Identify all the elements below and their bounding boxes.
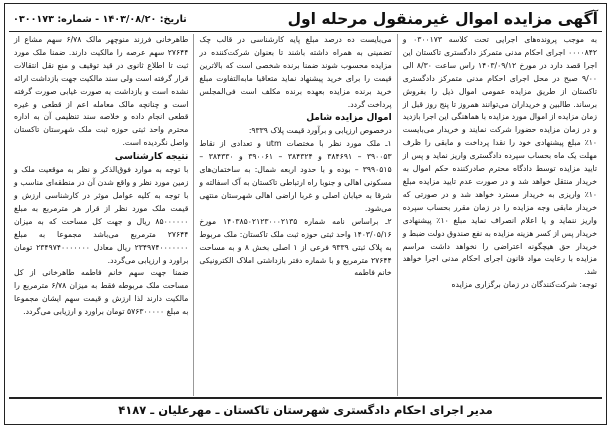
paragraph: به موجب پرونده‌های اجرایی تحت کلاسه ۰۳۰۰۱۷۳ و ۰۰۰۰۸۴۲ اجرای احکام مدنی متمرکز دادگستری تاکستان این اجرا قصد دارد در مورخ ۱۴۰۳/۰۹/۱۲ راس ساعت ۸/۳۰ الی ۹/۰۰ صبح در محل اجرای احکام مدنی متمرکز دادگستری تاکستان از طریق مزایده عمومی اموال ذیل را بفروش برساند. طالبین و خریداران می‌توانند همروز تا پنج روز قبل از زمان مزایده از اموال مورد مزایده با هماهنگی این اجرا بازدید و در زمان مزایده حضورا شرکت نمایند و خریدار می‌بایست ۱۰٪ مبلغ پیشنهادی خود را نقدا پرداخت و مابقی را ظرف مهلت یک ماه بحساب سپرده دادگستری واریز نماید و پس از تایید مزایده توسط دادگاه محترم صادرکننده حکم اموال به خریدار منتقل خواهد شد و در صورت عدم تایید مزایده مبلغ ۱۰٪ واریزی به خریدار مسترد خواهد شد و در صورتی که خریدار مابقی وجه مزایده را در زمان مقرر بحساب سپرده واریز ننماید و یا اعلام انصراف نماید مبلغ ۱۰٪ پیشنهادی خریدار پس از کسر هزینه مزایده به نفع صندوق دولت ضبط و خریدار حق هیچگونه اعتراضی را نخواهد داشت مراسم مزایده با رعایت مواد قانون اجرای احکام مدنی اجرا خواهد شد. bbox=[402, 35, 598, 277]
paragraph: طاهرخانی فرزند منوچهر مالک ۶/۷۸ سهم مشاع از ۲۷۶۴۴ سهم عرصه را مالکیت دارند. ضمنا ملک مورد ثبت تا اطلاع ثانوی در قید توقیف و منع نقل انتقالات قرار گرفته است ولی سند مالکیت جهت بازداشت ارائه نشده است و بازداشت به صورت غیابی صورت گرفته است و چنانچه مالک معامله اعم از قطعی و غیره قطعی انجام داده و خلاصه سند تنظیمی آن به اداره محترم واحد ثبتی حوزه ثبت ملک شهرستان تاکستان واصل نگردیده است. bbox=[14, 35, 189, 148]
column-right bbox=[398, 34, 602, 396]
paragraph: ۱ـ ملک مورد نظر با مختصات utm و تعدادی از نقاط ۳۹۰۰۵۳ – ۳۸۴۶۹۱ و ۳۸۴۳۲۴ – ۳۹۰۰۶۱ و ۳۸۴۳۳۰ – ۳۹۹۰۵۱۵ – بوده و با حدود اربعه شمال: به ساختمان‌های مسکونی اهالی و جنوبا راه ارتباطی تاکستان به آک اسفالته و شرقا به خیابان اصلی و غربا اراضی اهالی شهرستان منتهی می‌شود. bbox=[199, 139, 392, 213]
paragraph: می‌بایست ده درصد مبلغ پایه کارشناسی در قالب چک تضمینی به همراه داشته باشند تا بعنوان شرکت‌کننده در مزایده محسوب شوند ضمنا برنده شخصی است که بالاترین قیمت را برای خرید پیشنهاد نماید متعاقبا مابه‌التفاوت مبلغ خرید برنده مزایده بعهده برنده مکلف است فی‌المجلس پرداخت گردد. bbox=[199, 35, 392, 109]
notice-signature: مدیر اجرای احکام دادگستری شهرستان تاکستان ـ مهرعلیان ـ ۴۱۸۷ bbox=[9, 397, 602, 421]
notice-body bbox=[9, 34, 602, 396]
paragraph: ضمنا جهت سهم خانم فاطمه طاهرخانی از کل مساحت ملک مربوطه فقط به میزان ۶/۷۸ مترمربع را مالکیت دارند لذا ارزش و قیمت سهم ایشان مجموعا به مبلغ ۵۷۶۳۰۰۰۰۰ تومان براورد و ارزیابی می‌گردد. bbox=[14, 268, 189, 317]
notice-header bbox=[9, 7, 602, 32]
notice-title: آگهی مزایده اموال غیرمنقول مرحله اول bbox=[287, 10, 598, 28]
date-reference: تاریخ: ۱۴۰۳/۰۸/۲۰ - شماره: ۰۳۰۰۱۷۳ bbox=[13, 13, 187, 25]
paragraph: توجه: شرکت‌کنندگان در زمان برگزاری مزایده bbox=[451, 280, 597, 290]
column-middle bbox=[193, 34, 397, 396]
paragraph: درخصوص ارزیابی و برآورد قیمت پلاک ۹۳۳۹: bbox=[248, 126, 392, 136]
section-heading-property: اموال مزایده شامل bbox=[306, 113, 392, 124]
column-left bbox=[9, 34, 193, 396]
auction-notice bbox=[4, 3, 607, 425]
section-heading-expert-result: نتیجه کارشناسی bbox=[114, 152, 189, 163]
paragraph: ۲ـ براساس نامه شماره ۱۴۰۳۸۵۰۲۱۲۳۰۰۰۲۱۳۵ مورخ ۱۴۰۳/۰۵/۱۶ واحد ثبتی حوزه ثبت ملک تاکستان: ملک مربوط به پلاک ثبتی ۹۳۳۹ فرعی از ۱ اصلی بخش ۸ و به مساحت ۲۷۶۴۴ مترمربع و با شماره دفتر بازداشتی املاک الکترونیکی خانم فاطمه bbox=[199, 216, 392, 278]
paragraph: با توجه به موارد فوق‌الذکر و نظر به موقعیت ملک و زمین مورد نظر و واقع شدن آن در منطقه‌ای مناسب و با توجه به کلیه عوامل موثر در کارشناسی ارزش و قیمت ملک مورد نظر از قرار هر مترمربع به مبلغ ۸۵۰۰۰۰۰۰ ریال و جهت کل مساحت که به میزان ۲۷۶۴۴ مترمربع می‌باشد مجموعا به مبلغ ۲۳۴۹۷۴۰۰۰۰۰۰۰ ریال معادل ۲۳۴۹۷۴۰۰۰۰۰۰۰ تومان براورد و ارزیابی می‌گردد. bbox=[14, 165, 189, 265]
